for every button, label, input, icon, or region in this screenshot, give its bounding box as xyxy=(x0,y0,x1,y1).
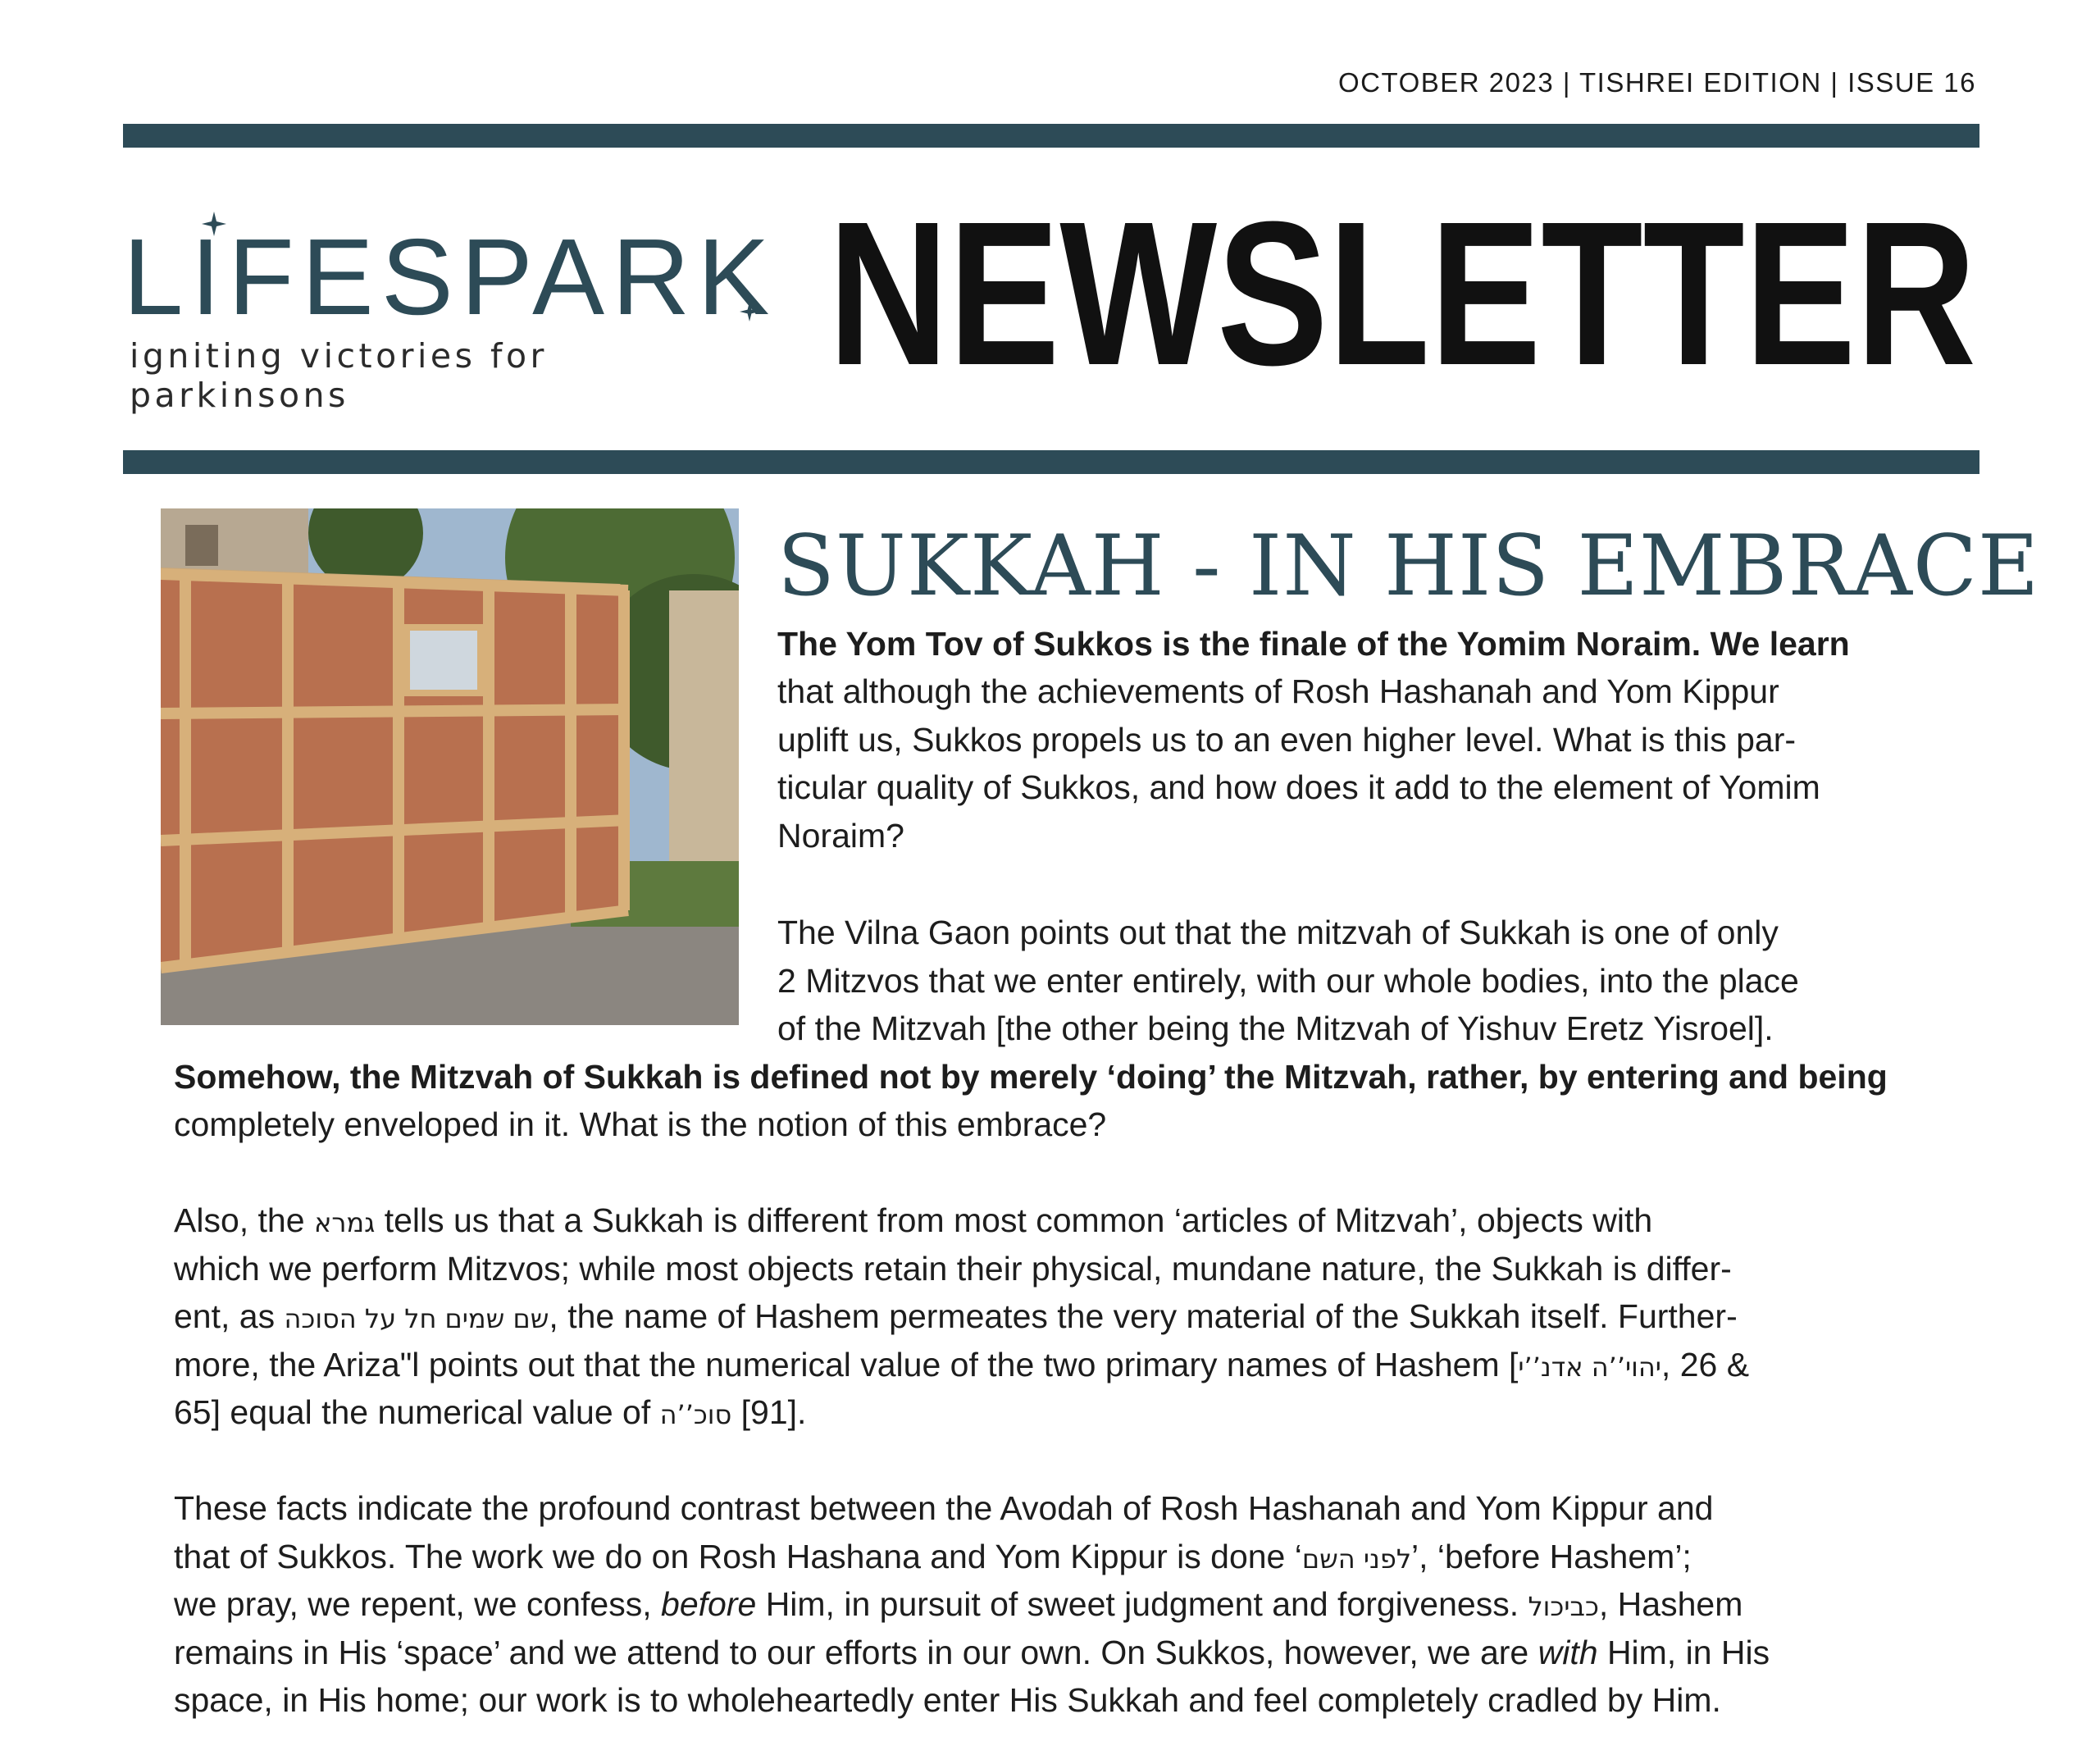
hebrew-text: לפני השם xyxy=(1301,1543,1411,1575)
article-line: ticular quality of Sukkos, and how does it add to the element of Yomim xyxy=(777,768,1820,806)
header-rule-bottom xyxy=(123,450,1979,474)
article-line: The Yom Tov of Sukkos is the finale of the Yomim Noraim. We learn xyxy=(777,625,1850,663)
article-line: which we perform Mitzvos; while most objects retain their physical, mundane nature, the Sukkah is differ- xyxy=(174,1250,1732,1288)
article-line: Noraim? xyxy=(777,817,904,855)
article-line: uplift us, Sukkos propels us to an even higher level. What is this par- xyxy=(777,721,1797,759)
article-line: completely enveloped in it. What is the notion of this embrace? xyxy=(174,1105,1107,1143)
hebrew-text: כביכול xyxy=(1528,1591,1599,1622)
hebrew-text: סוכ’’ה xyxy=(659,1399,732,1430)
hebrew-text: גמרא xyxy=(313,1207,376,1238)
article-line: The Vilna Gaon points out that the mitzvah of Sukkah is one of only xyxy=(777,914,1779,951)
article-line: more, the Ariza"l points out that the numerical value of the two primary names of Hashem [יהוי’’ה אדנ’’י, 26 & xyxy=(174,1346,1750,1383)
article-line: ent, as שם שמים חל על הסוכה, the name of Hashem permeates the very material of the Sukkah itself. Further- xyxy=(174,1297,1738,1335)
masthead-title-svg xyxy=(828,208,1980,389)
article-line: that although the achievements of Rosh Hashanah and Yom Kippur xyxy=(777,672,1779,710)
sukkah-photo xyxy=(161,508,739,1025)
article-line: These facts indicate the profound contrast between the Avodah of Rosh Hashanah and Yom Kippur and xyxy=(174,1489,1714,1527)
article-line: space, in His home; our work is to wholeheartedly enter His Sukkah and feel completely cradled by Him. xyxy=(174,1681,1721,1719)
masthead xyxy=(828,208,1980,389)
article-line: of the Mitzvah [the other being the Mitzvah of Yishuv Eretz Yisroel]. xyxy=(777,1010,1774,1047)
issue-line: OCTOBER 2023 | TISHREI EDITION | ISSUE 16 xyxy=(1338,67,1976,98)
header-rule-top xyxy=(123,124,1979,148)
hebrew-text: שם שמים חל על הסוכה xyxy=(284,1303,549,1334)
article-line: Somehow, the Mitzvah of Sukkah is defined not by merely ‘doing’ the Mitzvah, rather, by entering and being xyxy=(174,1058,1888,1096)
logo-wordmark: LIFESPARK xyxy=(123,217,777,337)
article-line: Also, the גמרא tells us that a Sukkah is different from most common ‘articles of Mitzvah’, objects with xyxy=(174,1201,1653,1239)
article-line: we pray, we repent, we confess, before Him, in pursuit of sweet judgment and forgiveness. כביכול, Hashem xyxy=(174,1585,1743,1623)
article-line: that of Sukkos. The work we do on Rosh Hashana and Yom Kippur is done ‘לפני השם’, ‘before Hashem’; xyxy=(174,1538,1692,1575)
article-line: 65] equal the numerical value of סוכ’’ה [91]. xyxy=(174,1393,807,1431)
hebrew-text: יהוי’’ה אדנ’’י xyxy=(1518,1351,1661,1383)
lifespark-logo xyxy=(123,217,777,415)
article-line: remains in His ‘space’ and we attend to our efforts in our own. On Sukkos, however, we are with Him, in His xyxy=(174,1634,1770,1671)
newsletter-title: NEWSLETTER xyxy=(828,208,1976,389)
article-title: SUKKAH - IN HIS EMBRACE xyxy=(777,517,2040,615)
article-line: 2 Mitzvos that we enter entirely, with our whole bodies, into the place xyxy=(777,962,1799,1000)
logo-tagline: igniting victories for parkinsons xyxy=(130,336,548,415)
